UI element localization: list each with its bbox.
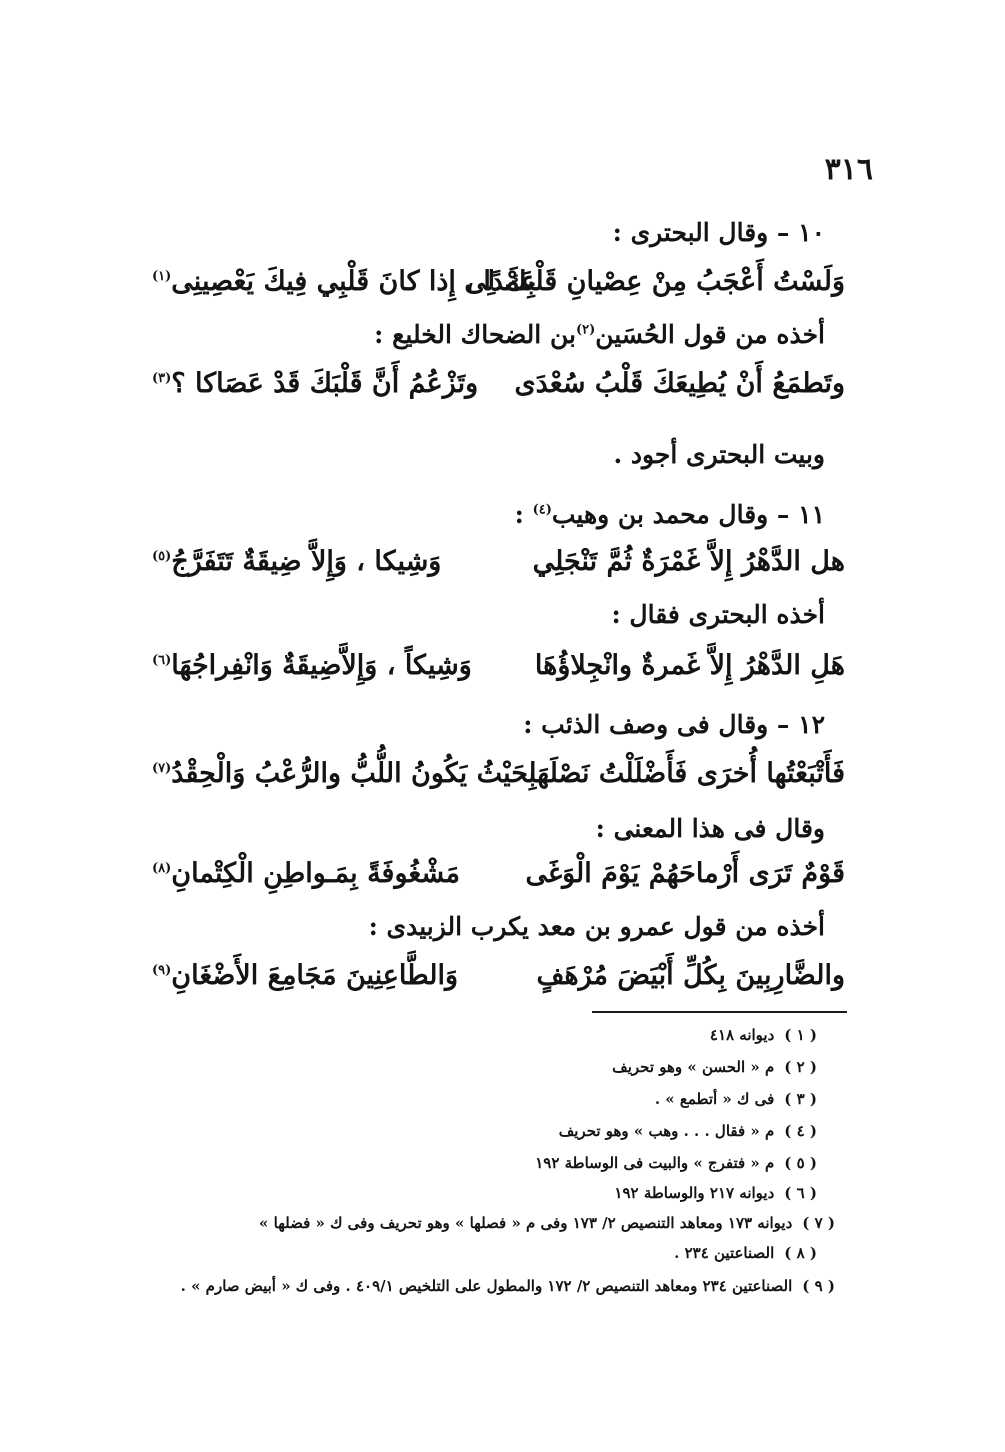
footnote-number: ( ٤ ): [784, 1122, 817, 1140]
verse-first-hemistich: والضَّارِبِينَ بِكُلِّ أَبْيَضَ مُرْهَفٍ: [536, 960, 845, 991]
verse-second-hemistich-text: مَشْغُوفَةً بِمَـواطِنِ الْكِتْمانِ: [171, 858, 460, 889]
footnote-text: ديوانه ١٧٣ ومعاهد التنصيص ٢/ ١٧٣ وفى م « فصلها » وهو تحريف وفى ك « فضلها »: [259, 1214, 793, 1232]
page-number: ٣١٦: [824, 152, 873, 187]
footnote-9: [165, 1270, 835, 1302]
heading-tail: :: [514, 500, 533, 529]
heading-text: ١١ – وقال محمد بن وهيب: [551, 500, 825, 529]
entry-10-verdict: وبيت البحترى أجود .: [613, 440, 825, 469]
footnote-number: ( ٣ ): [784, 1090, 817, 1108]
footnote-number: ( ٨ ): [784, 1244, 817, 1262]
footnote-ref: (٧): [152, 761, 172, 776]
verse-first-hemistich: وتَطمَعُ أَنْ يُطِيعَكَ قَلْبُ سُعْدَى: [514, 368, 845, 399]
entry-12-verse-1: [150, 758, 845, 802]
footnote-ref: (١): [152, 269, 172, 284]
entry-10-verse-2: [150, 368, 845, 412]
entry-12-sense: وقال فى هذا المعنى :: [595, 814, 825, 843]
entry-10-source: [374, 320, 825, 349]
verse-second-hemistich: [150, 266, 537, 297]
entry-11-verse-2: [150, 650, 845, 694]
verse-second-hemistich: [150, 858, 460, 889]
footnote-text: ديوانه ٢١٧ والوساطة ١٩٢: [614, 1184, 775, 1202]
footnote-ref: (٣): [152, 371, 172, 386]
verse-second-hemistich: [150, 960, 458, 991]
footnote-3: [655, 1090, 817, 1108]
verse-second-hemistich-text: وتَزْعُمُ أَنَّ قَلْبَكَ قَدْ عَصَاكا ؟: [171, 368, 479, 399]
entry-12-verse-3: [150, 960, 845, 1004]
verse-second-hemistich: [150, 546, 441, 577]
footnote-number: ( ٢ ): [784, 1058, 817, 1076]
footnote-ref: (٤): [532, 502, 552, 518]
verse-second-hemistich-text: وَالطَّاعِنِينَ مَجَامِعَ الأَضْغَانِ: [171, 960, 459, 991]
footnote-text: فى ك « أتطمع » .: [654, 1090, 775, 1108]
verse-first-hemistich: وَلَسْتُ أَعْجَبُ مِنْ عِصْيانِ قَلْبِكَ لِى: [464, 266, 845, 297]
verse-second-hemistich: [150, 368, 478, 399]
footnote-ref: (٦): [152, 653, 172, 668]
source-text: أخذه من قول الحُسَين: [595, 320, 825, 349]
entry-11-verse-1: [150, 546, 845, 590]
footnote-6: [614, 1184, 817, 1202]
footnote-8: [674, 1244, 817, 1262]
entry-11-taken: أخذه البحترى فقال :: [611, 600, 825, 629]
footnote-ref: (٨): [152, 861, 172, 876]
footnote-ref: (٩): [152, 963, 172, 978]
entry-12-verse-2: [150, 858, 845, 902]
footnote-text: ديوانه ٤١٨: [709, 1026, 775, 1044]
footnote-2: [612, 1058, 817, 1076]
footnote-text: م « فتفرج » والبيت فى الوساطة ١٩٢: [535, 1154, 775, 1172]
footnote-5: [535, 1154, 817, 1172]
footnote-text: م « فقال . . . وهب » وهو تحريف: [558, 1122, 775, 1140]
verse-first-hemistich: فَأَتْبَعْتُها أُخرَى فَأَضْلَلْتُ نَصْلَهَا: [528, 758, 845, 789]
verse-second-hemistich-text: وَشِيكا ، وَإِلاَّ ضِيقَةٌ تَتَفَرَّجُ: [171, 546, 442, 577]
footnote-4: [559, 1122, 817, 1140]
verse-second-hemistich: [150, 650, 472, 681]
entry-12-heading: ١٢ – وقال فى وصف الذئب :: [523, 710, 825, 739]
source-text-rest: بن الضحاك الخليع :: [374, 320, 576, 349]
footnote-separator: [592, 1011, 847, 1013]
footnote-number: ( ١ ): [784, 1026, 817, 1044]
verse-second-hemistich: [150, 758, 536, 789]
footnote-text: م « الحسن » وهو تحريف: [612, 1058, 775, 1076]
verse-second-hemistich-text: بِحَيْثُ يَكُونُ اللُّبُّ والرُّعْبُ وَالْحِقْدُ: [171, 758, 537, 789]
entry-11-heading: [515, 500, 825, 529]
entry-10-verse-1: [150, 266, 845, 310]
footnote-number: ( ٥ ): [784, 1154, 817, 1172]
footnote-ref: (٥): [152, 549, 172, 564]
footnote-ref: (٢): [575, 322, 596, 338]
entry-12-source: أخذه من قول عمرو بن معد يكرب الزبيدى :: [368, 912, 825, 941]
entry-10-heading: ١٠ – وقال البحترى :: [612, 218, 825, 247]
footnote-1: [710, 1026, 817, 1044]
verse-first-hemistich: هَلِ الدَّهْرُ إِلاَّ غَمرةٌ وانْجِلاؤُهَا: [534, 650, 845, 681]
verse-first-hemistich: قَوْمٌ تَرَى أَرْماحَهُمْ يَوْمَ الْوَغَى: [525, 858, 845, 889]
verse-second-hemistich-text: وَشِيكاً ، وَإِلاَّضِيقَةٌ وَانْفِراجُهَا: [171, 650, 472, 681]
footnote-7: [259, 1214, 835, 1232]
footnote-text: الصناعتين ٢٣٤ ومعاهد التنصيص ٢/ ١٧٢ والمطول على التلخيص ٤٠٩/١ . وفى ك « أبيض صارم » .: [180, 1277, 793, 1295]
verse-second-hemistich-text: عَمْدًا ، إِذا كانَ قَلْبِي فِيكَ يَعْصِينِى: [171, 266, 537, 297]
footnote-number: ( ٦ ): [784, 1184, 817, 1202]
footnote-number: ( ٧ ): [802, 1214, 835, 1232]
verse-first-hemistich: هل الدَّهْرُ إِلاَّ غَمْرَةٌ ثُمَّ تَنْجَلِي: [532, 546, 845, 577]
footnote-number: ( ٩ ): [802, 1277, 835, 1295]
footnote-text: الصناعتين ٢٣٤ .: [674, 1244, 775, 1262]
